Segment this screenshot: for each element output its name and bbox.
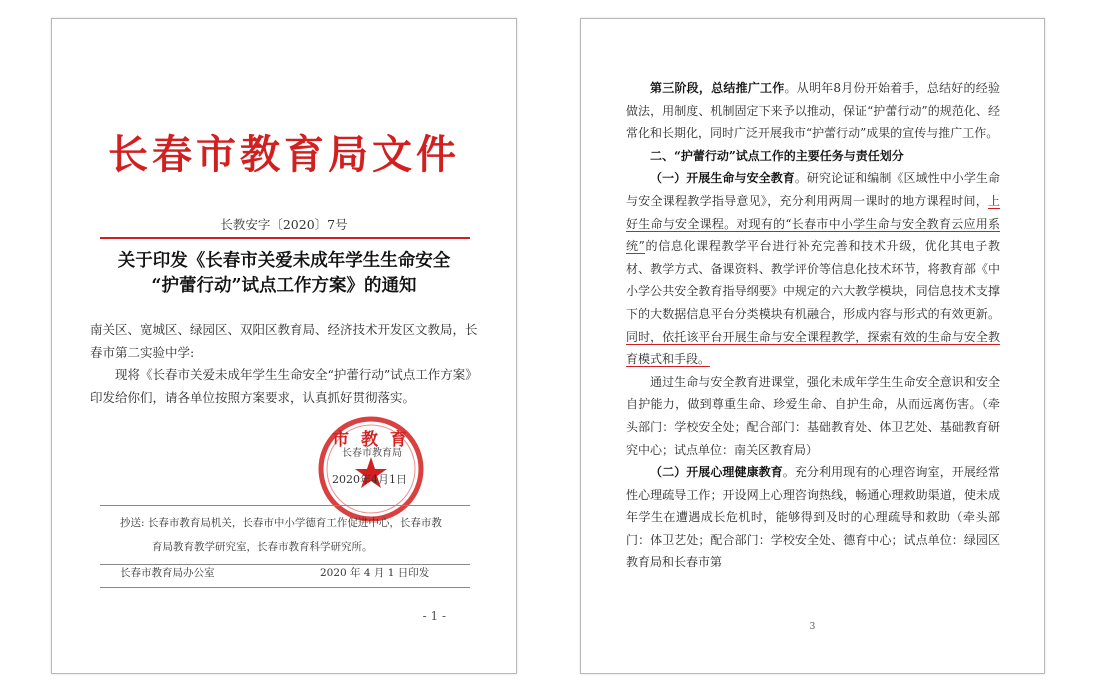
page-number-2: 3 <box>809 622 816 632</box>
notice-body: 现将《长春市关爱未成年学生生命安全“护蕾行动”试点工作方案》印发给你们，请各单位按照方案要求，认真抓好贯彻落实。 <box>90 367 478 405</box>
document-page-2 <box>580 18 1045 674</box>
seal-inner-text: 长春市教育局 <box>342 448 402 459</box>
official-seal-icon <box>317 415 425 523</box>
stage3-text: 。从明年8月份开始着手，总结好的经验做法，用制度、机制固定下来予以推动，保证“护蕾行动”的规范化、经常化和长期化，同时广泛开展我市“护蕾行动”成果的宣传与推广工作。 <box>626 81 1000 141</box>
seal-date: 2020年4月1日 <box>332 473 407 486</box>
section2-heading: 二、“护蕾行动”试点工作的主要任务与责任划分 <box>650 148 904 163</box>
notice-title-line1: 关于印发《长春市关爱未成年学生生命安全 <box>117 251 451 271</box>
cc-text-2: 育局教育教学研究室，长春市教育科学研究所。 <box>152 541 373 553</box>
paragraph-item1-effect: 通过生命与安全教育进课堂，强化未成年学生生命安全意识和安全自护能力，做到尊重生命、珍爱生命、自护生命，从而远离伤害。（牵头部门：学校安全处；配合部门：基础教育处、体卫艺处、基础教育研究中心；试点单位：南关区教育局） <box>626 374 1000 457</box>
paragraph-item1 <box>626 167 1000 370</box>
item1-text-b: 的信息化课程教学平台进行补充完善和技术升级，优化其电子教材、教学方式、备课资料、教学评价等信息化技术环节，将教育部《中小学公共安全教育指导纲要》中规定的六大教学模块，同信息技术支撑下的大数据信息平台分类模块有机融合，形成内容与形式的有效更新。 <box>626 239 1000 321</box>
cc-text-1: 长春市教育局机关，长春市中小学德育工作促进中心，长春市教 <box>147 517 442 529</box>
notice-title <box>80 249 488 299</box>
recipients: 南关区、宽城区、绿园区、双阳区教育局、经济技术开发区文教局，长春市第二实验中学: <box>90 322 478 360</box>
paragraph-item2 <box>626 461 1000 574</box>
page2-body <box>626 77 1000 574</box>
item1-underlined-2: 同时，依托该平台开展生命与安全课程教学，探索有效的生命与安全教育模式和手段。 <box>626 329 1000 367</box>
document-number: 长教安字〔2020〕7号 <box>220 217 348 232</box>
document-page-1 <box>51 18 517 674</box>
page-number-1: - 1 - <box>422 609 446 623</box>
item1-underlined-1: 上好生命与安全课程。对现有的“长春市中小学生命与安全教育云应用系统” <box>626 193 1000 254</box>
print-date: 2020 年 4 月 1 日印发 <box>320 567 430 579</box>
issuing-office: 长春市教育局办公室 <box>120 567 215 579</box>
header-red-rule <box>100 237 470 239</box>
cc-line-1 <box>120 511 442 535</box>
document-header-title: 长春市教育局文件 <box>108 131 460 178</box>
stage3-heading: 第三阶段，总结推广工作 <box>650 81 785 95</box>
item2-text: 。充分利用现有的心理咨询室，开展经常性心理疏导工作；开设网上心理咨询热线，畅通心理救助渠道，使未成年学生在遭遇成长危机时，能够得到及时的心理疏导和救助（牵头部门：体卫艺处；配合部门：学校安全处、德育中心；试点单位：绿园区教育局和长春市第 <box>626 465 1000 570</box>
svg-text:市 教 育: 市 教 育 <box>332 430 410 450</box>
item1-heading: （一）开展生命与安全教育 <box>650 171 795 186</box>
item1-text-a: 。研究论证和编制《区域性中小学生命与安全课程教学指导意见》，充分利用两周一课时的地方课程时间， <box>626 171 1000 208</box>
item2-heading: （二）开展心理健康教育 <box>650 465 783 480</box>
notice-title-line2: “护蕾行动”试点工作方案》的通知 <box>151 276 417 296</box>
footer-rule-top <box>100 505 470 506</box>
paragraph-stage3 <box>626 77 1000 145</box>
cc-label: 抄送: <box>120 517 145 529</box>
footer-rule-bottom <box>100 587 470 588</box>
